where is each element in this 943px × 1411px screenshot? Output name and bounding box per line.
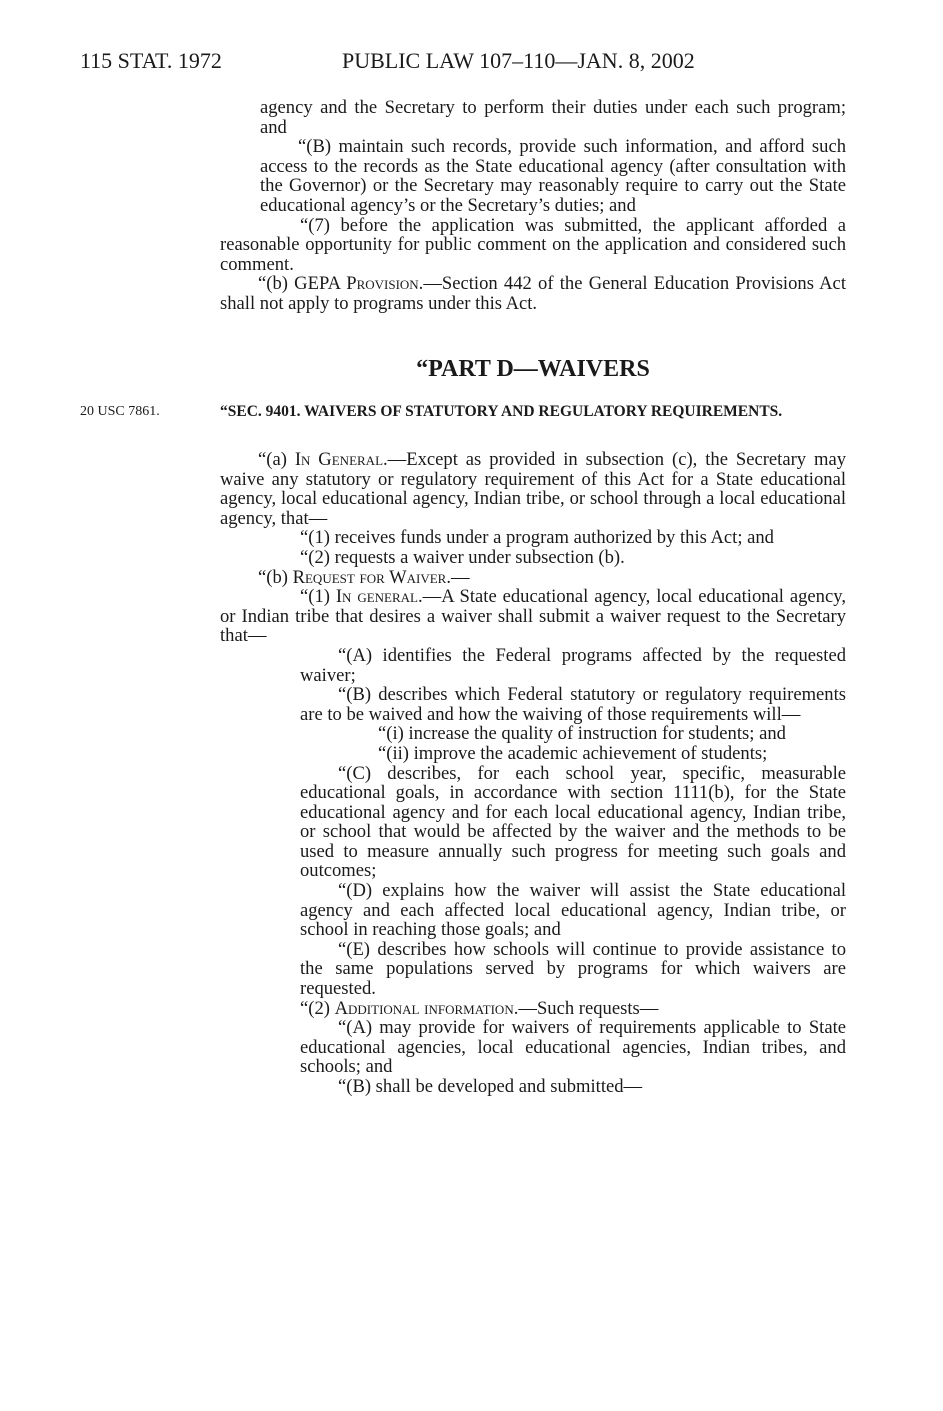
paragraph-b2 (220, 999, 846, 1019)
section-body (220, 450, 846, 1097)
b-prefix: “(b) (258, 566, 293, 588)
b2-heading: Additional information. (334, 997, 519, 1019)
subsection-b (220, 568, 846, 588)
paragraph-b1C: “(C) describes, for each school year, specific, measurable educational goals, in accordance with section 1111(b), for the State educational agency and for each local educational agency, Indian tribe, or school that would be affected by the waiver and the methods to be used to measure annually such progress for meeting such goals and outcomes; (300, 762, 846, 882)
paragraph-b1Bii: “(ii) improve the academic achievement of students; (378, 742, 768, 764)
b1-heading: In general. (335, 586, 423, 608)
subsection-a (220, 450, 846, 528)
b-dash: — (451, 566, 470, 588)
b-heading: Request for Waiver. (292, 566, 451, 588)
b2-text: —Such requests— (518, 997, 659, 1019)
margin-citation: 20 USC 7861. (80, 404, 160, 419)
paragraph-a1: “(1) receives funds under a program authorized by this Act; and (300, 527, 774, 549)
paragraph-b1 (220, 587, 846, 646)
paragraph-7: “(7) before the application was submitted, the applicant afforded a reasonable opportunity for public comment on the application and considered such comment. (220, 214, 846, 275)
paragraph-gepa (220, 274, 846, 313)
running-header: PUBLIC LAW 107–110—JAN. 8, 2002 (342, 48, 695, 73)
section-title: “SEC. 9401. WAIVERS OF STATUTORY AND REGULATORY REQUIREMENTS. (220, 403, 783, 420)
part-title: “PART D—WAIVERS (416, 356, 650, 382)
b1-text: —A State educational agency, local educational agency, or Indian tribe that desires a waiver shall submit a waiver request to the Secretary that— (220, 586, 846, 647)
paragraph-b2B: “(B) shall be developed and submitted— (338, 1076, 643, 1097)
page-number: 115 STAT. 1972 (80, 48, 222, 73)
paragraph-b1E: “(E) describes how schools will continue to provide assistance to the same populations served by programs for which waivers are requested. (300, 938, 846, 1000)
paragraph-continuation: agency and the Secretary to perform their duties under each such program; and (260, 97, 846, 138)
top-text-block (220, 98, 846, 314)
paragraph-b: “(B) maintain such records, provide such information, and afford such access to the records as the State educational agency (after consultation with the Governor) or the Secretary may reasonably require to carry out the State educational agency’s or the Secretary’s duties; and (260, 136, 846, 216)
gepa-heading: GEPA Provision. (294, 273, 424, 295)
b2-prefix: “(2) (300, 997, 335, 1019)
a-text: —Except as provided in subsection (c), the Secretary may waive any statutory or regulatory requirement of this Act for a State educational agency, local educational agency, Indian tribe, or school through a local educational agency, that— (220, 449, 846, 529)
a-prefix: “(a) (258, 449, 295, 470)
gepa-text: —Section 442 of the General Education Provisions Act shall not apply to programs under this Act. (220, 273, 846, 314)
gepa-prefix: “(b) (258, 273, 295, 295)
paragraph-b1D: “(D) explains how the waiver will assist the State educational agency and each affected local educational agency, Indian tribe, or school in reaching those goals; and (300, 880, 846, 941)
paragraph-b1A: “(A) identifies the Federal programs affected by the requested waiver; (300, 644, 846, 686)
b1-prefix: “(1) (300, 586, 336, 608)
paragraph-b2A: “(A) may provide for waivers of requirements applicable to State educational agencies, local educational agencies, Indian tribes, and schools; and (300, 1017, 846, 1078)
paragraph-b1B: “(B) describes which Federal statutory or regulatory requirements are to be waived and how the waiving of those requirements will— (300, 684, 846, 725)
paragraph-a2: “(2) requests a waiver under subsection (b). (300, 546, 625, 568)
a-heading: In General. (294, 449, 388, 470)
paragraph-b1Bi: “(i) increase the quality of instruction for students; and (378, 723, 786, 745)
